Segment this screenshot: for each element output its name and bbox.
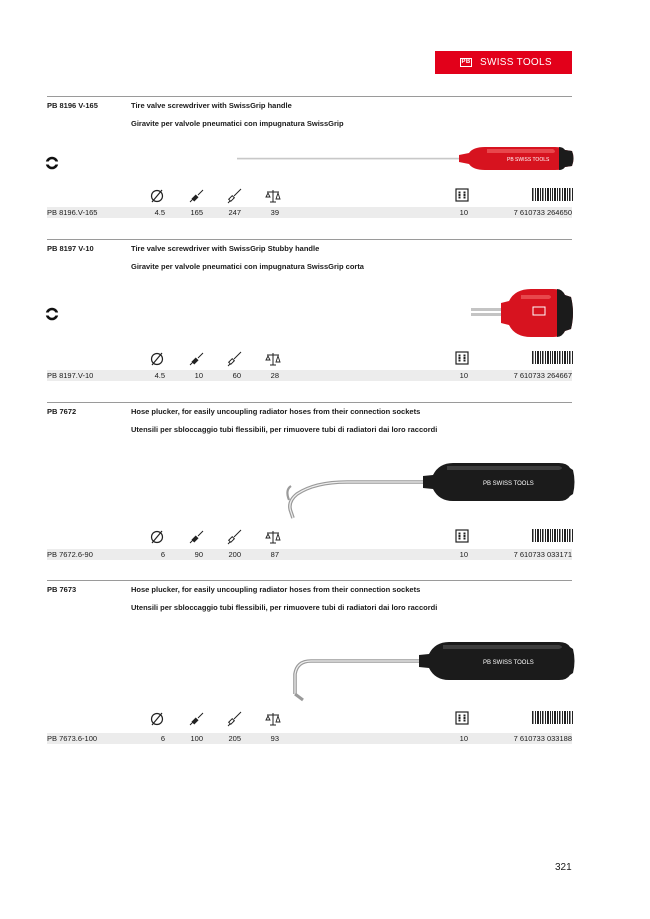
section-divider	[47, 239, 572, 240]
blade-length-value: 90	[194, 550, 203, 559]
table-row	[47, 549, 572, 560]
pack-box-icon	[455, 529, 469, 543]
product-title-it: Giravite per valvole pneumatici con impugnatura SwissGrip	[131, 119, 344, 128]
spec-icon-row	[47, 711, 572, 729]
weight-scale-icon	[265, 351, 281, 367]
handle-logo-text: PB SWISS TOOLS	[483, 660, 534, 666]
section-divider	[47, 402, 572, 403]
brand-logo	[435, 51, 572, 74]
total-length-icon	[227, 529, 243, 545]
weight-scale-icon	[265, 529, 281, 545]
blade-length-value: 10	[194, 371, 203, 380]
barcode-icon	[532, 711, 574, 724]
total-length-icon	[227, 711, 243, 727]
product-title-it: Giravite per valvole pneumatici con impugnatura SwissGrip corta	[131, 262, 364, 271]
table-row	[47, 207, 572, 218]
diameter-icon	[150, 188, 165, 204]
article-number: PB 7673.6-100	[47, 734, 98, 743]
product-title-en: Hose plucker, for easily uncoupling radiator hoses from their connection sockets	[131, 585, 421, 594]
weight-scale-icon	[265, 188, 281, 204]
article-number: PB 8196.V-165	[47, 208, 98, 217]
blade-length-icon	[189, 711, 205, 727]
section-divider	[47, 580, 572, 581]
valve-screwdriver-stubby-image	[465, 283, 575, 343]
spec-icon-row	[47, 188, 572, 206]
pack-box-icon	[455, 711, 469, 725]
pack-quantity-value: 10	[459, 371, 468, 380]
diameter-value: 4.5	[154, 371, 165, 380]
valve-tip-icon	[45, 307, 59, 321]
barcode-icon	[532, 351, 574, 364]
pack-quantity-value: 10	[459, 734, 468, 743]
hose-plucker-curved-image	[283, 460, 575, 522]
diameter-value: 6	[160, 550, 165, 559]
valve-screwdriver-long-image	[237, 144, 577, 174]
handle-logo-text: PB SWISS TOOLS	[507, 157, 550, 163]
valve-tip-icon	[45, 156, 59, 170]
blade-length-icon	[189, 529, 205, 545]
pack-quantity-value: 10	[459, 550, 468, 559]
diameter-value: 6	[160, 734, 165, 743]
product-title-en: Hose plucker, for easily uncoupling radiator hoses from their connection sockets	[131, 407, 421, 416]
barcode-icon	[532, 529, 574, 542]
total-length-value: 205	[228, 734, 241, 743]
product-code: PB 7673	[47, 585, 77, 594]
spec-icon-row	[47, 351, 572, 369]
table-row	[47, 370, 572, 381]
diameter-value: 4.5	[154, 208, 165, 217]
product-code: PB 7672	[47, 407, 77, 416]
blade-length-icon	[189, 188, 205, 204]
table-row	[47, 733, 572, 744]
pack-box-icon	[455, 188, 469, 202]
weight-value: 93	[270, 734, 279, 743]
weight-value: 87	[270, 550, 279, 559]
diameter-icon	[150, 529, 165, 545]
section-divider	[47, 96, 572, 97]
product-section-8197	[47, 239, 572, 384]
hose-plucker-angled-image	[283, 640, 575, 704]
page-number: 321	[555, 862, 572, 873]
brand-name: SWISS TOOLS	[480, 57, 552, 68]
product-section-8196	[47, 96, 572, 221]
article-number: PB 7672.6-90	[47, 550, 93, 559]
ean-value: 7 610733 264650	[513, 208, 572, 217]
pack-box-icon	[455, 351, 469, 365]
product-title-en: Tire valve screwdriver with SwissGrip Stubby handle	[131, 244, 320, 253]
article-number: PB 8197.V-10	[47, 371, 94, 380]
weight-value: 39	[270, 208, 279, 217]
product-title-it: Utensili per sbloccaggio tubi flessibili, per rimuovere tubi di radiatori dai loro raccordi	[131, 603, 438, 612]
ean-value: 7 610733 033171	[513, 550, 572, 559]
weight-value: 28	[270, 371, 279, 380]
pack-quantity-value: 10	[459, 208, 468, 217]
blade-length-value: 165	[190, 208, 203, 217]
weight-scale-icon	[265, 711, 281, 727]
blade-length-value: 100	[190, 734, 203, 743]
ean-value: 7 610733 264667	[513, 371, 572, 380]
product-title-en: Tire valve screwdriver with SwissGrip handle	[131, 101, 292, 110]
barcode-icon	[532, 188, 574, 201]
total-length-value: 200	[228, 550, 241, 559]
product-code: PB 8197 V-10	[47, 244, 94, 253]
total-length-icon	[227, 351, 243, 367]
ean-value: 7 610733 033188	[513, 734, 572, 743]
diameter-icon	[150, 351, 165, 367]
total-length-value: 247	[228, 208, 241, 217]
product-title-it: Utensili per sbloccaggio tubi flessibili, per rimuovere tubi di radiatori dai loro raccordi	[131, 425, 438, 434]
product-section-7673	[47, 580, 572, 750]
blade-length-icon	[189, 351, 205, 367]
diameter-icon	[150, 711, 165, 727]
spec-icon-row	[47, 529, 572, 547]
brand-mark: PB	[461, 59, 471, 65]
product-section-7672	[47, 402, 572, 567]
total-length-value: 60	[232, 371, 241, 380]
product-code: PB 8196 V-165	[47, 101, 98, 110]
handle-logo-text: PB SWISS TOOLS	[483, 481, 534, 487]
total-length-icon	[227, 188, 243, 204]
